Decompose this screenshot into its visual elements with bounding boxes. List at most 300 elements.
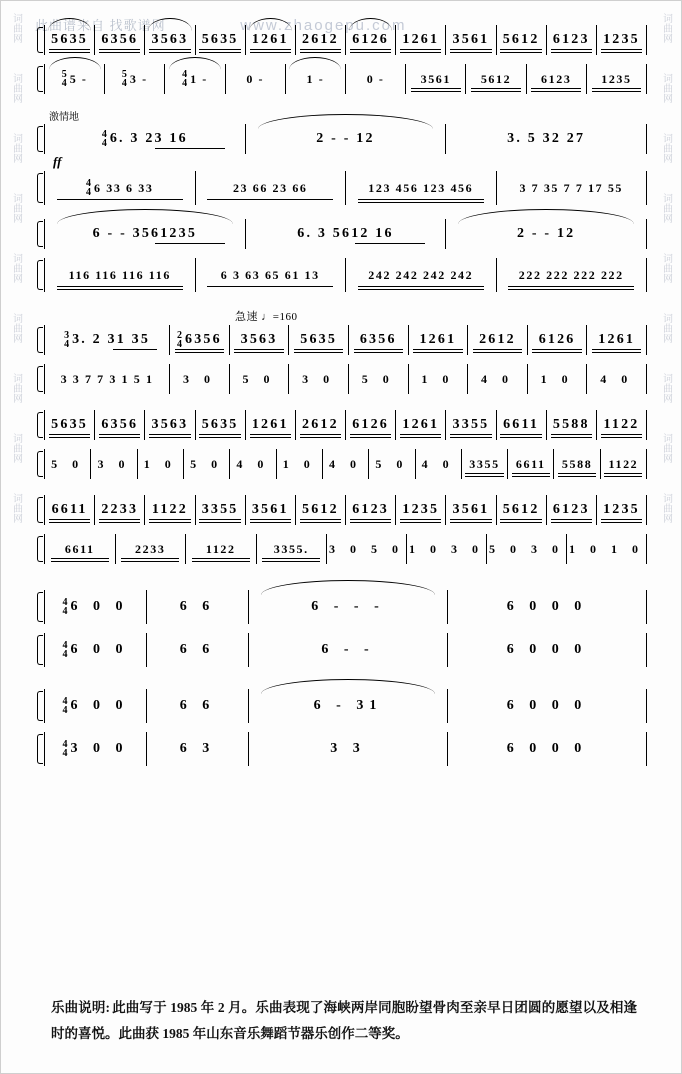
note-group: 1 0 — [143, 457, 177, 471]
beam-line — [601, 522, 642, 523]
measure — [225, 64, 285, 94]
watermark-top-url: www.zhaogepu.com — [240, 17, 407, 34]
beam-line — [601, 434, 642, 435]
measure — [44, 410, 94, 440]
note-group: 5612 — [502, 502, 540, 517]
measure — [44, 64, 104, 94]
beam-line — [250, 49, 291, 50]
beam-line — [149, 437, 190, 438]
note-group: 5635 — [201, 32, 239, 47]
beam-line — [294, 349, 343, 350]
watermark-stamp: 词曲网 — [10, 493, 22, 523]
measure — [526, 64, 586, 94]
note-group: 6 0 0 0 — [506, 642, 588, 657]
piece-description-label: 乐曲说明: — [51, 1000, 111, 1015]
measure-group — [44, 124, 647, 154]
staff-upper — [35, 124, 647, 154]
watermark-stamp: 词曲网 — [10, 433, 22, 463]
measure — [245, 410, 295, 440]
time-signature: 4 4 — [62, 739, 68, 759]
staff-upper — [35, 590, 647, 624]
measure — [248, 689, 447, 723]
note-group: 3561 — [251, 502, 289, 517]
note-group: 3 0 — [97, 457, 131, 471]
measure-group — [44, 258, 647, 292]
measure — [408, 364, 468, 394]
beam-line — [49, 52, 90, 53]
beam-line — [558, 476, 596, 477]
measure — [44, 495, 94, 525]
beam-line — [465, 476, 503, 477]
measure — [415, 449, 461, 479]
beam-line — [99, 49, 140, 50]
measure — [44, 171, 195, 205]
note-group: 3 7 35 7 7 17 55 — [519, 181, 624, 195]
beam-line — [358, 202, 484, 203]
measure — [229, 325, 289, 355]
measure — [546, 25, 596, 55]
system-brace — [35, 25, 44, 55]
watermark-stamp: 词曲网 — [10, 313, 22, 343]
beam-line — [175, 352, 224, 353]
measure-group — [44, 219, 647, 249]
note-group: 3 0 — [182, 372, 216, 386]
measure — [44, 124, 245, 154]
note-group: 1 0 3 0 — [409, 542, 484, 556]
measure — [94, 25, 144, 55]
beam-line — [400, 519, 441, 520]
staff-upper — [35, 495, 647, 525]
beam-line — [500, 434, 541, 435]
beam-line — [99, 519, 140, 520]
beam-line — [354, 352, 403, 353]
beam-line — [512, 473, 550, 474]
beam-line — [149, 434, 190, 435]
watermark-stamp: 词曲网 — [10, 373, 22, 403]
tempo-marking: 急速 ♩=160 — [235, 311, 298, 323]
measure — [553, 449, 599, 479]
measure — [248, 633, 447, 667]
measure — [94, 410, 144, 440]
measure — [288, 364, 348, 394]
note-group: 6 6 — [179, 698, 216, 713]
note-group: 2612 — [302, 32, 339, 47]
beam-line — [199, 49, 240, 50]
measure — [405, 64, 465, 94]
dynamic-marking: ff — [53, 154, 62, 169]
note-group: 23 66 23 66 — [232, 181, 308, 195]
beam-line — [234, 352, 283, 353]
staff-upper — [35, 25, 647, 55]
measure — [395, 410, 445, 440]
measure — [395, 495, 445, 525]
measure — [445, 25, 495, 55]
measure-group — [44, 534, 647, 564]
note-group: 5635 — [201, 417, 239, 432]
system-brace — [35, 64, 44, 94]
note-group: 5635 — [51, 32, 88, 47]
beam-line — [300, 519, 341, 520]
system-brace — [35, 171, 44, 205]
beam-line — [500, 522, 541, 523]
note-group: 3563 — [151, 32, 189, 47]
staff-lower — [35, 534, 647, 564]
system-brace — [35, 410, 44, 440]
beam-line — [49, 519, 90, 520]
note-group: 3561 — [452, 32, 490, 47]
note-group: 6356 — [185, 332, 222, 347]
slur-arc — [458, 209, 634, 224]
note-group: 6 0 0 — [70, 642, 129, 657]
beam-line — [531, 91, 581, 92]
beam-line — [411, 91, 461, 92]
score-system-4 — [35, 308, 647, 394]
measure — [245, 495, 295, 525]
note-group: 5 0 — [51, 457, 85, 471]
measure — [104, 64, 164, 94]
measure — [115, 534, 186, 564]
measure — [345, 410, 395, 440]
system-brace — [35, 534, 44, 564]
measure-group — [44, 689, 647, 723]
note-group: 6. 3 5612 16 — [297, 226, 394, 241]
slur-arc — [148, 18, 191, 31]
watermark-stamp: 词曲网 — [660, 13, 672, 43]
beam-line — [99, 437, 140, 438]
beam-line — [300, 49, 341, 50]
measure — [461, 449, 507, 479]
note-group: 1235 — [402, 502, 440, 517]
beam-line — [558, 473, 596, 474]
beam-line — [601, 49, 642, 50]
measure — [586, 64, 647, 94]
measure — [44, 633, 146, 667]
note-group: 4 0 — [236, 457, 270, 471]
note-group: 222 222 222 222 — [518, 268, 624, 282]
measure — [368, 449, 414, 479]
beam-line — [592, 352, 641, 353]
slur-arc — [349, 18, 392, 31]
measure — [527, 325, 587, 355]
beam-line — [500, 437, 541, 438]
expression-marking: 激情地 — [49, 112, 79, 123]
beam-line — [450, 519, 491, 520]
watermark-stamp: 词曲网 — [10, 73, 22, 103]
beam-line — [113, 349, 156, 350]
measure — [94, 495, 144, 525]
note-group: 116 116 116 116 — [68, 268, 171, 282]
beam-line — [250, 434, 291, 435]
measure — [496, 258, 648, 292]
watermark-stamp: 词曲网 — [10, 133, 22, 163]
note-group: 6123 — [552, 32, 590, 47]
note-group: 3 3 7 7 3 1 5 1 — [60, 372, 154, 386]
beam-line — [358, 199, 484, 200]
note-group: 6356 — [101, 32, 139, 47]
time-signature: 4 4 — [62, 640, 68, 660]
note-group: 5612 — [302, 502, 339, 517]
measure-group — [44, 64, 647, 94]
staff-upper — [35, 219, 647, 249]
beam-line — [294, 352, 343, 353]
beam-line — [49, 49, 90, 50]
watermark-stamp: 词曲网 — [660, 73, 672, 103]
beam-line — [57, 286, 183, 287]
note-group: 3 0 0 — [70, 741, 129, 756]
measure — [195, 258, 346, 292]
score-system-7 — [35, 590, 647, 667]
watermark-stamp: 词曲网 — [10, 253, 22, 283]
measure — [44, 590, 146, 624]
staff-lower — [35, 633, 647, 667]
measure — [447, 633, 647, 667]
note-group: 6126 — [352, 417, 390, 432]
measure — [229, 449, 275, 479]
beam-line — [355, 243, 425, 244]
beam-line — [99, 52, 140, 53]
measure — [195, 171, 346, 205]
slur-arc — [57, 209, 233, 224]
beam-line — [400, 522, 441, 523]
staff-upper — [35, 410, 647, 440]
measure — [345, 25, 395, 55]
measure-group — [44, 590, 647, 624]
measure — [447, 689, 647, 723]
score-system-8 — [35, 689, 647, 766]
time-signature: 4 4 — [182, 69, 188, 89]
watermark-stamp: 词曲网 — [660, 313, 672, 343]
beam-line — [49, 434, 90, 435]
beam-line — [601, 437, 642, 438]
measure — [496, 495, 546, 525]
measure — [295, 495, 345, 525]
note-group: 1 0 — [540, 372, 574, 386]
note-group: 1261 — [251, 32, 289, 47]
note-group: 1235 — [601, 72, 632, 86]
system-brace — [35, 732, 44, 766]
watermark-stamp: 词曲网 — [660, 373, 672, 403]
system-brace — [35, 124, 44, 154]
note-group: 6126 — [352, 32, 390, 47]
measure — [146, 732, 248, 766]
note-group: 1235 — [603, 502, 640, 517]
score-system-6 — [35, 495, 647, 564]
note-group: 6 0 0 — [70, 698, 129, 713]
beam-line — [465, 473, 503, 474]
beam-line — [121, 558, 179, 559]
staff-lower — [35, 64, 647, 94]
measure — [596, 25, 647, 55]
beam-line — [49, 522, 90, 523]
measure — [345, 64, 405, 94]
beam-line — [199, 437, 240, 438]
note-group: 6 3 — [179, 741, 216, 756]
beam-line — [300, 434, 341, 435]
piece-description — [51, 995, 637, 1047]
measure — [245, 25, 295, 55]
note-group: 6123 — [352, 502, 390, 517]
beam-line — [450, 52, 491, 53]
note-group: 6356 — [359, 332, 397, 347]
note-group: 0 - — [366, 72, 385, 86]
beam-line — [49, 437, 90, 438]
note-group: 6 6 — [179, 642, 216, 657]
staff-lower — [35, 171, 647, 205]
beam-line — [551, 49, 592, 50]
beam-line — [149, 522, 190, 523]
measure — [596, 410, 647, 440]
beam-line — [350, 519, 391, 520]
note-group: 5 0 3 0 — [489, 542, 564, 556]
beam-line — [149, 519, 190, 520]
beam-line — [250, 437, 291, 438]
beam-line — [207, 286, 333, 287]
note-group: 6 0 0 0 — [506, 698, 588, 713]
time-signature: 4 4 — [62, 597, 68, 617]
note-group: 5612 — [480, 72, 512, 86]
measure — [600, 449, 647, 479]
note-group: 5588 — [552, 417, 590, 432]
score-system-5 — [35, 410, 647, 479]
measure — [44, 364, 169, 394]
note-group: 5588 — [561, 457, 593, 471]
note-group: 6611 — [515, 457, 546, 471]
beam-line — [300, 437, 341, 438]
measure — [183, 449, 229, 479]
system-brace — [35, 219, 44, 249]
measure — [146, 633, 248, 667]
measure — [447, 732, 647, 766]
note-group: 6 3 63 65 61 13 — [220, 268, 320, 282]
beam-line — [262, 561, 320, 562]
measure — [467, 325, 527, 355]
beam-line — [551, 519, 592, 520]
beam-line — [400, 49, 441, 50]
measure — [288, 325, 348, 355]
measure — [245, 219, 446, 249]
beam-line — [262, 558, 320, 559]
beam-line — [551, 437, 592, 438]
measure — [465, 64, 525, 94]
beam-line — [199, 52, 240, 53]
measure — [44, 732, 146, 766]
note-group: 6 - - — [321, 642, 375, 657]
note-group: 2233 — [101, 502, 139, 517]
beam-line — [508, 289, 634, 290]
watermark-stamp: 词曲网 — [10, 13, 22, 43]
staff-lower — [35, 732, 647, 766]
measure — [195, 410, 245, 440]
beam-line — [192, 558, 250, 559]
measure — [596, 495, 647, 525]
measure — [256, 534, 327, 564]
note-group: 3355 — [201, 502, 239, 517]
staff-lower — [35, 449, 647, 479]
measure — [445, 219, 647, 249]
beam-line — [234, 349, 283, 350]
note-group: 3 3 — [330, 741, 366, 756]
measure — [345, 258, 496, 292]
note-group: 5635 — [51, 417, 88, 432]
measure — [245, 124, 446, 154]
note-group: 5635 — [300, 332, 338, 347]
beam-line — [350, 437, 391, 438]
measure — [527, 364, 587, 394]
measure — [164, 64, 224, 94]
note-group: 2 - - 12 — [316, 131, 375, 146]
time-signature: 2 4 — [177, 330, 183, 350]
note-group: 3 0 5 0 — [329, 542, 404, 556]
beam-line — [473, 349, 522, 350]
score-system-3 — [35, 219, 647, 292]
beam-line — [250, 522, 291, 523]
staff-lower — [35, 364, 647, 394]
beam-line — [57, 199, 183, 200]
beam-line — [358, 289, 484, 290]
note-group: 3355. — [273, 542, 309, 556]
beam-line — [604, 476, 642, 477]
note-group: 1122 — [603, 417, 640, 432]
measure — [445, 124, 647, 154]
note-group: 5 0 — [242, 372, 276, 386]
watermark-column-left — [3, 1, 29, 1073]
beam-line — [500, 52, 541, 53]
measure — [276, 449, 322, 479]
beam-line — [199, 434, 240, 435]
time-signature: 5 4 — [121, 69, 127, 89]
system-brace — [35, 689, 44, 723]
note-group: 1 - — [306, 72, 325, 86]
beam-line — [149, 52, 190, 53]
note-group: 6 0 0 — [70, 599, 129, 614]
system-brace — [35, 633, 44, 667]
system-brace — [35, 325, 44, 355]
note-group: 1122 — [205, 542, 236, 556]
time-signature: 4 4 — [86, 178, 92, 198]
beam-line — [551, 522, 592, 523]
slur-arc — [249, 18, 292, 31]
measure — [566, 534, 647, 564]
note-group: 3355 — [452, 417, 490, 432]
beam-line — [155, 243, 225, 244]
staff-upper — [35, 689, 647, 723]
beam-line — [51, 561, 109, 562]
measure — [144, 410, 194, 440]
staff-upper — [35, 325, 647, 355]
measure — [44, 25, 94, 55]
beam-line — [592, 88, 642, 89]
measure — [44, 219, 245, 249]
note-group: 0 - — [246, 72, 265, 86]
beam-line — [450, 434, 491, 435]
slur-arc — [261, 679, 435, 694]
beam-line — [149, 49, 190, 50]
measure — [586, 325, 647, 355]
beam-line — [411, 88, 461, 89]
measure — [137, 449, 183, 479]
measure — [169, 364, 229, 394]
beam-line — [350, 522, 391, 523]
note-group: 1 - — [190, 72, 208, 86]
watermark-column-right — [653, 1, 679, 1073]
note-group: 6123 — [552, 502, 590, 517]
score-system-1 — [35, 25, 647, 94]
measure — [467, 364, 527, 394]
measure — [348, 364, 408, 394]
measure — [408, 325, 468, 355]
numbered-notation-score — [35, 25, 647, 953]
watermark-stamp: 词曲网 — [660, 193, 672, 223]
